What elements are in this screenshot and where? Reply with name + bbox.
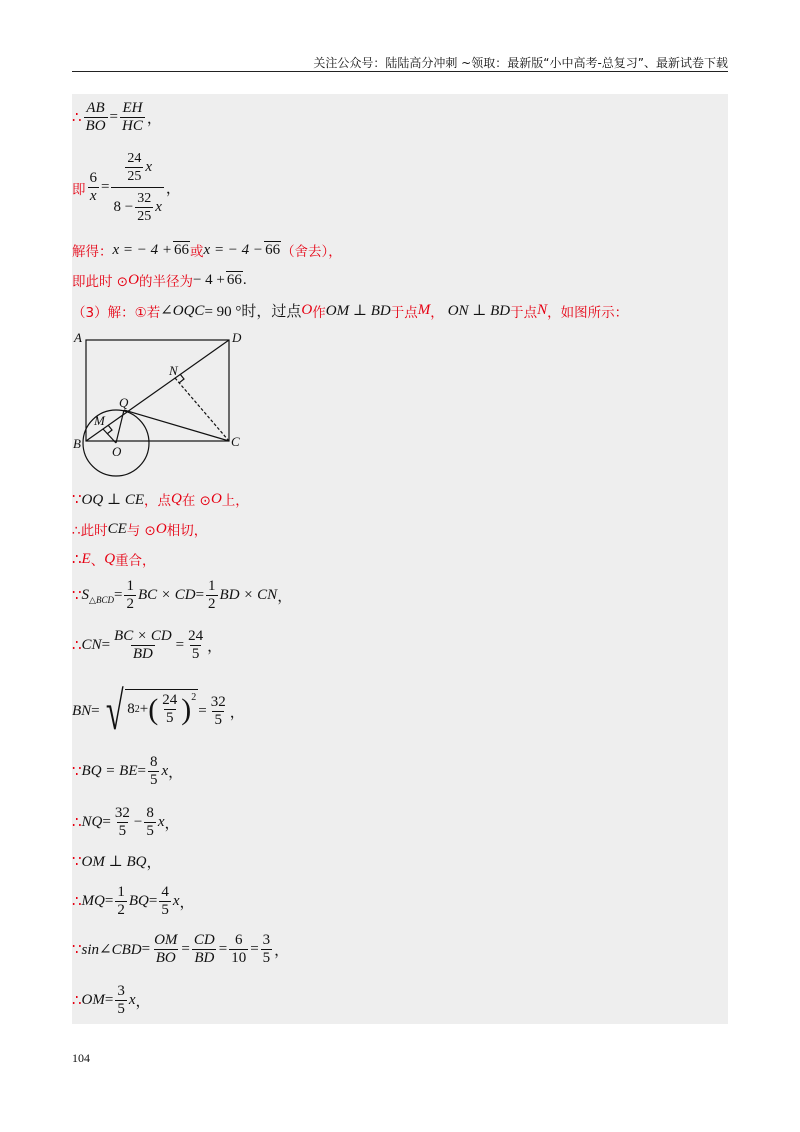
den: 5 bbox=[161, 902, 169, 918]
text: 的半径为 bbox=[138, 274, 193, 290]
fraction bbox=[209, 694, 228, 729]
var: S bbox=[81, 587, 90, 603]
eq: = bbox=[195, 587, 205, 603]
expr: x = − 4 − bbox=[203, 241, 264, 258]
num: 24 bbox=[127, 151, 142, 166]
eq: = bbox=[218, 941, 228, 957]
line-10 bbox=[72, 628, 222, 663]
expr: OQ ⊥ CE bbox=[81, 491, 144, 508]
line-17 bbox=[72, 983, 151, 1018]
var: x bbox=[145, 159, 152, 175]
label-c: C bbox=[231, 434, 240, 449]
top-part bbox=[121, 150, 154, 187]
eq: = bbox=[141, 941, 151, 957]
label-m: M bbox=[94, 413, 105, 428]
therefore: ∴ bbox=[72, 815, 82, 831]
eq: = bbox=[102, 814, 111, 830]
because: ∵ bbox=[72, 764, 82, 780]
text: 上， bbox=[221, 493, 249, 509]
den: x bbox=[89, 188, 97, 204]
var: OM bbox=[81, 992, 105, 1008]
text: ，如图所示： bbox=[547, 304, 629, 321]
line-cn bbox=[175, 378, 229, 441]
fraction bbox=[124, 578, 136, 613]
den: 10 bbox=[231, 950, 247, 966]
eq: = bbox=[101, 637, 111, 653]
eq: = bbox=[175, 637, 185, 653]
eq: = bbox=[104, 893, 114, 909]
geometry-figure bbox=[72, 328, 262, 478]
eq: = bbox=[148, 893, 158, 909]
fraction bbox=[206, 578, 218, 613]
text: 相切， bbox=[166, 523, 208, 539]
expr: = 90 °时，过点 bbox=[204, 304, 302, 320]
den: 5 bbox=[191, 646, 200, 662]
den: 5 bbox=[214, 711, 222, 728]
fraction bbox=[160, 692, 179, 727]
punct: ， bbox=[207, 639, 223, 655]
line-8 bbox=[72, 549, 156, 569]
label-n: N bbox=[169, 363, 178, 378]
plus: + bbox=[139, 701, 149, 717]
eq: = bbox=[181, 941, 190, 957]
line-16 bbox=[72, 932, 289, 967]
line-5 bbox=[72, 300, 628, 321]
expr: ∠OQC bbox=[160, 303, 205, 319]
den: 25 bbox=[127, 169, 142, 184]
num: 3 bbox=[262, 932, 271, 948]
var: N bbox=[537, 302, 548, 318]
punct: ， bbox=[146, 855, 162, 871]
right-paren-icon: ) bbox=[181, 692, 192, 726]
because: ∵ bbox=[72, 491, 82, 508]
expr: x = − 4 + bbox=[112, 241, 173, 258]
fraction bbox=[115, 884, 127, 919]
because: ∵ bbox=[72, 588, 82, 604]
den: 2 bbox=[208, 596, 216, 612]
exponent: 2 bbox=[134, 704, 140, 715]
var: M bbox=[417, 302, 431, 318]
text: ∴此时 bbox=[72, 523, 108, 539]
den: 5 bbox=[118, 823, 127, 839]
expr: OM ⊥ BD bbox=[325, 303, 391, 319]
var: BQ bbox=[128, 893, 149, 909]
expr: OM ⊥ BQ bbox=[81, 854, 147, 870]
line-oq bbox=[116, 410, 124, 443]
den: BD bbox=[132, 646, 153, 662]
sqrt: 66 bbox=[226, 272, 242, 288]
therefore: ∴ bbox=[72, 638, 82, 654]
fraction bbox=[84, 100, 108, 135]
eq: = bbox=[198, 702, 207, 719]
den: BD bbox=[194, 950, 215, 966]
expr: − 4 + bbox=[192, 271, 225, 288]
left-paren-icon: ( bbox=[148, 692, 159, 726]
line-14 bbox=[72, 851, 162, 872]
text: ，点 bbox=[144, 493, 171, 509]
punct: ， bbox=[164, 816, 180, 832]
num: 1 bbox=[126, 578, 134, 594]
text: 与 ⊙ bbox=[126, 523, 156, 539]
punct: ， bbox=[229, 704, 245, 721]
page-header: 关注公众号：陆陆高分冲刺 ~领取：最新版“小中高考-总复习”、最新试卷下载 bbox=[313, 56, 728, 70]
den: BO bbox=[85, 118, 106, 134]
label-o: O bbox=[112, 444, 122, 459]
num: OM bbox=[154, 932, 178, 948]
radical-sign-icon: √ bbox=[105, 681, 124, 741]
fraction bbox=[113, 805, 132, 840]
text: 或 bbox=[190, 244, 204, 260]
var: x bbox=[161, 763, 169, 779]
punct: ， bbox=[135, 994, 151, 1010]
fraction bbox=[152, 932, 179, 967]
num: CD bbox=[193, 932, 215, 948]
expr: CE bbox=[107, 520, 127, 537]
text: ， bbox=[430, 304, 444, 321]
fraction bbox=[148, 754, 160, 789]
radicand bbox=[125, 689, 198, 727]
punct: ， bbox=[168, 765, 184, 781]
fraction bbox=[144, 805, 156, 840]
text: 重合， bbox=[115, 553, 156, 569]
var: NQ bbox=[81, 814, 103, 830]
eq: = bbox=[101, 179, 110, 195]
num: 6 bbox=[89, 170, 97, 186]
fraction bbox=[125, 150, 143, 185]
num: AB bbox=[86, 100, 105, 116]
label-d: D bbox=[232, 330, 242, 345]
eq: = bbox=[137, 763, 146, 779]
den: 5 bbox=[117, 1001, 125, 1017]
line-9 bbox=[72, 578, 292, 613]
expr: BQ = BE bbox=[81, 763, 138, 779]
term: 8 − bbox=[113, 199, 134, 215]
num: 6 bbox=[234, 932, 243, 948]
text: 于点 bbox=[390, 304, 418, 321]
den: 25 bbox=[137, 209, 152, 224]
text: （3）解：①若 bbox=[72, 304, 161, 321]
diagonal-bd bbox=[86, 340, 229, 441]
var: O bbox=[128, 271, 139, 288]
fraction bbox=[159, 884, 171, 919]
den: 2 bbox=[126, 596, 134, 612]
therefore: ∴ bbox=[72, 894, 82, 910]
var: CN bbox=[81, 637, 102, 653]
eq: = bbox=[250, 941, 259, 957]
subscript: △BCD bbox=[89, 595, 114, 605]
num: 1 bbox=[208, 578, 216, 594]
exponent: 2 bbox=[191, 692, 197, 703]
label-b: B bbox=[73, 436, 81, 451]
num: 8 bbox=[146, 805, 154, 821]
num: 8 bbox=[149, 754, 158, 770]
var: E bbox=[81, 550, 91, 567]
expr: BD × CN bbox=[219, 587, 278, 603]
var: BN bbox=[72, 702, 92, 719]
num: 32 bbox=[114, 805, 130, 821]
sqrt: 66 bbox=[174, 242, 190, 258]
num: 32 bbox=[210, 693, 226, 710]
punct: ， bbox=[146, 111, 162, 127]
line-3 bbox=[72, 240, 342, 260]
prefix: 即 bbox=[72, 181, 86, 198]
line-12 bbox=[72, 754, 183, 789]
den: BO bbox=[155, 950, 176, 966]
expr: ON ⊥ BD bbox=[447, 303, 511, 319]
line-1 bbox=[72, 100, 162, 135]
line-11 bbox=[72, 681, 245, 741]
den: 5 bbox=[166, 710, 174, 726]
var: O bbox=[301, 302, 313, 318]
eq: = bbox=[113, 587, 123, 603]
var: x bbox=[128, 992, 136, 1008]
therefore: ∴ bbox=[72, 993, 82, 1009]
num: 4 bbox=[161, 884, 169, 900]
text: 作 bbox=[312, 304, 326, 321]
label-q: Q bbox=[119, 395, 129, 410]
num: 1 bbox=[117, 884, 125, 900]
line-4 bbox=[72, 270, 247, 290]
var: x bbox=[157, 814, 165, 830]
text: （舍去）， bbox=[281, 244, 342, 260]
num: BC × CD bbox=[114, 628, 172, 644]
fraction bbox=[192, 932, 217, 967]
because: ∵ bbox=[72, 854, 82, 870]
line-6 bbox=[72, 489, 249, 509]
fraction bbox=[261, 932, 273, 967]
var: MQ bbox=[81, 893, 105, 909]
fraction bbox=[115, 983, 127, 1018]
den: 5 bbox=[262, 950, 271, 966]
line-qc bbox=[124, 410, 229, 441]
eq: = bbox=[91, 702, 100, 719]
punct: ， bbox=[179, 895, 195, 911]
base: 8 bbox=[127, 701, 135, 717]
line-2 bbox=[72, 150, 181, 225]
den: 2 bbox=[117, 902, 125, 918]
var: Q bbox=[104, 550, 116, 567]
sqrt: 66 bbox=[265, 242, 281, 258]
eq: = bbox=[109, 109, 119, 125]
var: O bbox=[155, 520, 167, 537]
text: 于点 bbox=[510, 304, 538, 321]
num: 24 bbox=[188, 628, 204, 644]
text: 在 ⊙ bbox=[181, 493, 211, 509]
text: 即此时 ⊙ bbox=[72, 274, 129, 290]
den: 5 bbox=[149, 772, 158, 788]
punct: ， bbox=[274, 943, 290, 959]
therefore: ∴ bbox=[72, 551, 82, 568]
eq: = bbox=[104, 992, 114, 1008]
line-15 bbox=[72, 884, 195, 919]
solution-content bbox=[72, 94, 728, 1024]
expr: BC × CD bbox=[137, 587, 196, 603]
var: x bbox=[155, 199, 162, 215]
num: 3 bbox=[117, 983, 125, 999]
text: 解得： bbox=[72, 244, 113, 260]
var: x bbox=[172, 893, 180, 909]
num: 32 bbox=[137, 191, 152, 206]
punct: . bbox=[242, 271, 247, 288]
because: ∵ bbox=[72, 942, 82, 958]
line-13 bbox=[72, 805, 180, 840]
fraction bbox=[120, 100, 145, 135]
var: O bbox=[210, 490, 222, 507]
therefore: ∴ bbox=[72, 110, 82, 126]
bottom-part bbox=[111, 187, 163, 225]
fraction bbox=[135, 190, 153, 225]
label-a: A bbox=[74, 330, 82, 345]
num: 24 bbox=[162, 692, 178, 708]
num: EH bbox=[122, 100, 143, 116]
text: 、 bbox=[90, 553, 105, 569]
fraction bbox=[112, 628, 174, 663]
fraction bbox=[229, 932, 248, 967]
compound-fraction bbox=[111, 150, 163, 225]
var: Q bbox=[171, 490, 182, 507]
punct: ， bbox=[165, 181, 181, 197]
line-7 bbox=[72, 519, 207, 539]
den: 5 bbox=[146, 823, 154, 839]
page-number: 104 bbox=[72, 1051, 90, 1065]
expr: sin∠CBD bbox=[81, 942, 142, 958]
fraction bbox=[88, 170, 100, 205]
punct: ， bbox=[277, 589, 293, 605]
den: HC bbox=[122, 118, 143, 134]
header-rule bbox=[72, 71, 728, 72]
minus: − bbox=[133, 814, 143, 830]
fraction bbox=[186, 628, 205, 663]
